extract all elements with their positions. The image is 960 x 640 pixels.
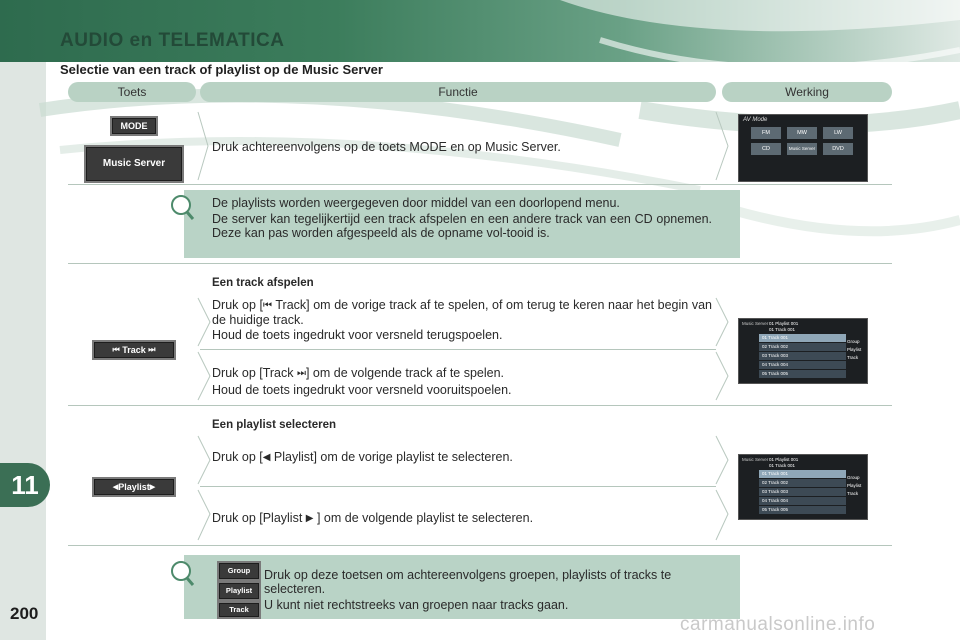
chapter-tab: 11 <box>0 463 50 507</box>
divider <box>68 405 892 406</box>
screen-header: Music Server <box>742 321 769 326</box>
screen-current-track: 01 Track 001 <box>769 327 796 332</box>
triangle-right-icon: ▶ <box>149 484 156 491</box>
playlist-select-button[interactable]: Playlist <box>217 581 261 601</box>
mode-button[interactable]: MODE <box>110 116 158 136</box>
av-mode-screen <box>738 114 868 182</box>
track-next-instruction: Druk op [Track ⏭] om de volgende track af te spelen. <box>212 366 505 380</box>
screen-btn-music-server: Music Server <box>787 143 817 155</box>
playlist-heading: Een playlist selecteren <box>212 419 337 431</box>
track-prev-hold: Houd de toets ingedrukt voor versneld terugspoelen. <box>212 328 503 342</box>
track-button[interactable]: ⏮ Track ⏭ <box>92 340 176 360</box>
info1-line2: De server kan tegelijkertijd een track afspelen en een andere track van een CD opnemen. Deze kan pas worden afgespeeld als de opname vol-tooid is. <box>212 212 712 240</box>
screen-row: 04 Track 004 <box>759 497 846 505</box>
screen-playlist: 01 Playlist 001 <box>769 321 799 326</box>
track-prev-instruction: Druk op [⏮ Track] om de vorige track af te spelen, of om terug te keren naar het begin van de huidige track. <box>212 298 712 327</box>
triangle-left-icon: ◀ <box>262 452 271 463</box>
info2-line1: Druk op deze toetsen om achtereenvolgens groepen, playlists of tracks te selecteren. <box>264 568 672 596</box>
divider <box>200 349 716 350</box>
playlist-prev-instruction: Druk op [◀ Playlist] om de vorige playlist te selecteren. <box>212 450 513 464</box>
divider <box>200 486 716 487</box>
skip-back-icon: ⏮ <box>112 345 120 354</box>
screen-btn-dvd: DVD <box>823 143 853 155</box>
info2-line2: U kunt niet rechtstreeks van groepen naar tracks gaan. <box>264 598 569 612</box>
watermark: carmanualsonline.info <box>680 614 876 635</box>
magnifier-icon <box>166 558 196 588</box>
divider <box>68 263 892 264</box>
divider <box>68 545 892 546</box>
screen-row: 03 Track 003 <box>759 352 846 360</box>
screen-title: AV Mode <box>743 117 768 123</box>
screen-header: Music Server <box>742 457 769 462</box>
screen-row: 04 Track 004 <box>759 361 846 369</box>
screen-row: 01 Track 001 <box>759 470 846 478</box>
track-heading: Een track afspelen <box>212 277 314 289</box>
screen-side-playlist: Playlist <box>847 347 862 352</box>
screen-side-track: Track <box>847 355 859 360</box>
column-header-functie: Functie <box>200 82 716 102</box>
screen-btn-lw: LW <box>823 127 853 139</box>
column-header-werking: Werking <box>722 82 892 102</box>
screen-btn-mw: MW <box>787 127 817 139</box>
screen-playlist: 01 Playlist 001 <box>769 457 799 462</box>
music-server-button[interactable]: Music Server <box>84 145 184 183</box>
screen-side-playlist: Playlist <box>847 483 862 488</box>
group-button[interactable]: Group <box>217 561 261 581</box>
skip-back-icon: ⏮ <box>262 300 272 311</box>
screen-btn-cd: CD <box>751 143 781 155</box>
row1-instruction: Druk achtereenvolgens op de toets MODE en op Music Server. <box>212 140 561 154</box>
skip-forward-icon: ⏭ <box>148 345 156 354</box>
screen-row: 01 Track 001 <box>759 334 846 342</box>
screen-row: 05 Track 005 <box>759 370 846 378</box>
track-next-hold: Houd de toets ingedrukt voor versneld vooruitspoelen. <box>212 383 512 397</box>
page-title: AUDIO en TELEMATICA <box>60 30 285 51</box>
triangle-right-icon: ▶ <box>305 513 314 524</box>
divider <box>68 184 892 185</box>
track-select-button[interactable]: Track <box>217 601 261 619</box>
screen-side-group: Group <box>847 339 860 344</box>
screen-row: 03 Track 003 <box>759 488 846 496</box>
page-number: 200 <box>10 604 39 623</box>
section-title: Selectie van een track of playlist op de Music Server <box>60 62 383 77</box>
screen-side-group: Group <box>847 475 860 480</box>
triangle-left-icon: ◀ <box>112 484 119 491</box>
screen-row: 05 Track 005 <box>759 506 846 514</box>
screen-row: 02 Track 002 <box>759 343 846 351</box>
screen-current-track: 01 Track 001 <box>769 463 796 468</box>
playlist-button[interactable]: ◀Playlist▶ <box>92 477 176 497</box>
playlist-next-instruction: Druk op [Playlist ▶ ] om de volgende playlist te selecteren. <box>212 511 534 525</box>
music-server-screen-playlist <box>738 454 868 520</box>
magnifier-icon <box>166 192 196 222</box>
music-server-screen <box>738 318 868 384</box>
screen-side-track: Track <box>847 491 859 496</box>
info1-line1: De playlists worden weergegeven door middel van een doorlopend menu. <box>212 196 620 210</box>
skip-forward-icon: ⏭ <box>296 368 306 379</box>
screen-btn-fm: FM <box>751 127 781 139</box>
screen-row: 02 Track 002 <box>759 479 846 487</box>
column-header-toets: Toets <box>68 82 196 102</box>
